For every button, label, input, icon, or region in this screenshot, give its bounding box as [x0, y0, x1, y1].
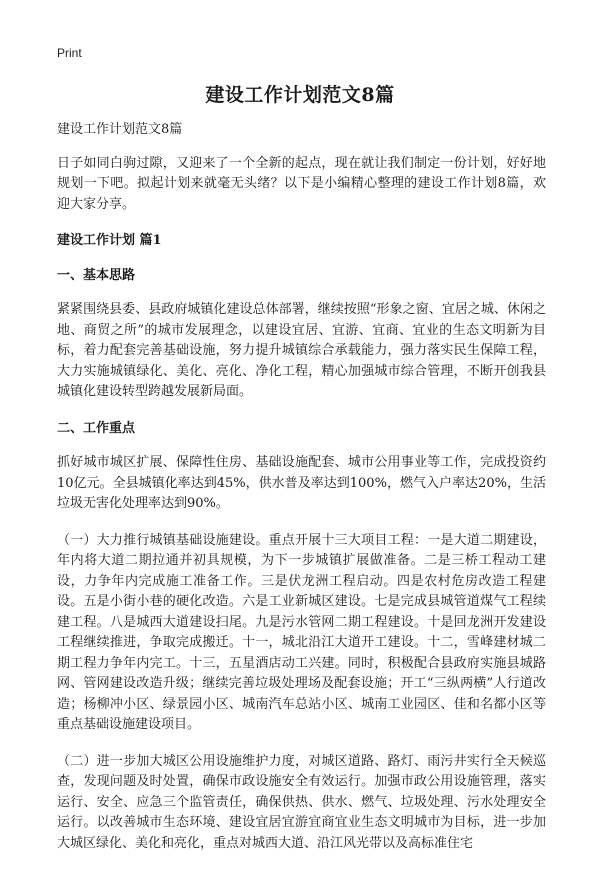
document-body: [57, 120, 546, 870]
item1-paragraph: （一）大力推行城镇基础设施建设。重点开展十三大项目工程：一是大道二期建设，年内将大道二期拉通并初具规模，为下一步城镇扩展做准备。二是三桥工程动工建设，力争年内完成施工准备工作。三是伏龙洲工程启动。四是农村危房改造工程建设。五是小街小巷的硬化改造。六是工业新城区建设。七是完成县城管道煤气工程续建工程。八是城西大道建设扫尾。九是污水管网二期工程建设。十是回龙洲开发建设工程继续推进，争取完成搬迁。十一，城北沿江大道开工建设。十二，雪峰建材城二期工程力争年内完工。十三，五星酒店动工兴建。同时，积极配合县政府实施县城路网、管网建设改造升级；继续完善垃圾处理场及配套设施；开工“三纵两横”人行道改造；杨柳冲小区、绿景园小区、城南汽车总站小区、城南工业园区、佳和名都小区等重点基础设施建设项目。: [57, 532, 546, 732]
part2-intro-paragraph: 抓好城市城区扩展、保障性住房、基础设施配套、城市公用事业等工作，完成投资约10亿元。全县城镇化率达到45%，供水普及率达到100%，燃气入户率达20%，生活垃圾无害化处理率达到90%。: [57, 455, 546, 511]
intro-paragraph: 日子如同白驹过隙，又迎来了一个全新的起点，现在就让我们制定一份计划，好好地规划一下吧。拟起计划来就毫无头绪？以下是小编精心整理的建设工作计划8篇，欢迎大家分享。: [57, 155, 546, 212]
part1-heading: 一、基本思路: [57, 267, 136, 283]
document-subtitle: 建设工作计划范文8篇: [57, 122, 183, 137]
part2-heading: 二、工作重点: [57, 420, 136, 436]
item2-paragraph: （二）进一步加大城区公用设施维护力度，对城区道路、路灯、雨污井实行全天候巡查，发现问题及时处置，确保市政设施安全有效运行。加强市政公用设施管理，落实运行、安全、应急三个监管责任，确保供热、供水、燃气、垃圾处理、污水处理安全运行。以改善城市生态环境、建设宜居宜游宜商宜业生态文明城市为目标，进一步加大城区绿化、美化和亮化，重点对城西大道、沿江风光带以及高标准住宅: [57, 753, 546, 851]
part1-paragraph: 紧紧围绕县委、县政府城镇化建设总体部署，继续按照“形象之窗、宜居之城、休闲之地、商贸之所”的城市发展理念，以建设宜居、宜游、宜商、宜业的生态文明新为目标，着力配套完善基础设施，努力提升城镇综合承载能力，强力落实民生保障工程，大力实施城镇绿化、美化、亮化、净化工程，精心加强城市综合管理，不断开创我县城镇化建设转型跨越发展新局面。: [57, 302, 546, 399]
page-title: 建设工作计划范文8篇: [205, 84, 395, 106]
section-heading: 建设工作计划 篇1: [57, 233, 162, 248]
print-link[interactable]: Print: [57, 46, 82, 60]
